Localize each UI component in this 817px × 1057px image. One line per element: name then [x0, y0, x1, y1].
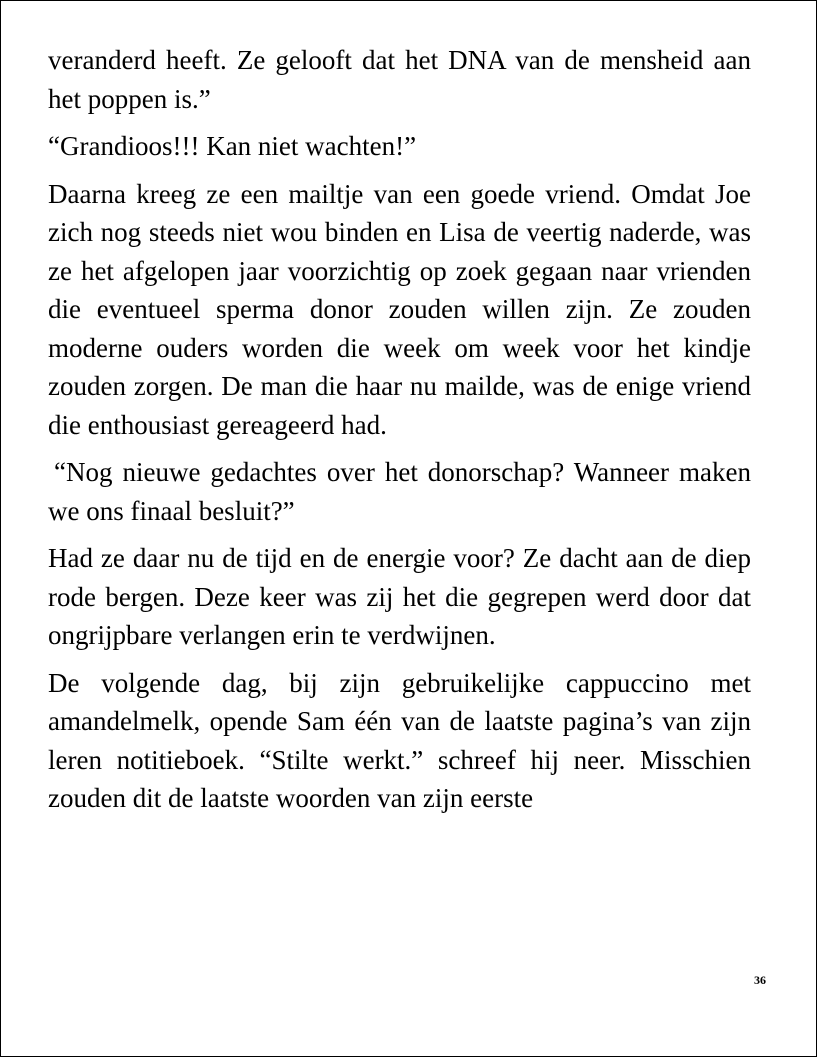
paragraph-1: veranderd heeft. Ze gelooft dat het DNA van de mensheid aan het poppen is.”	[48, 45, 751, 114]
paragraph-2: “Grandioos!!! Kan niet wachten!”	[48, 131, 417, 161]
paragraph-4: “Nog nieuwe gedachtes over het donorschap? Wanneer maken we ons finaal besluit?”	[48, 457, 751, 526]
page-number: 36	[754, 973, 766, 987]
body-text	[48, 41, 751, 827]
paragraph-5: Had ze daar nu de tijd en de energie voor? Ze dacht aan de diep rode bergen. Deze keer was zij het die gegrepen werd door dat ongrijpbare verlangen erin te verdwijnen.	[48, 543, 751, 650]
paragraph-3: Daarna kreeg ze een mailtje van een goede vriend. Omdat Joe zich nog steeds niet wou binden en Lisa de veertig naderde, was ze het afgelopen jaar voorzichtig op zoek gegaan naar vrienden die eventueel sperma donor zouden willen zijn. Ze zouden moderne ouders worden die week om week voor het kindje zouden zorgen. De man die haar nu mailde, was de enige vriend die enthousiast gereageerd had.	[48, 178, 751, 440]
paragraph-6: De volgende dag, bij zijn gebruikelijke cappuccino met amandelmelk, opende Sam één van de laatste pagina’s van zijn leren notitieboek. “Stilte werkt.” schreef hij neer. Misschien zouden dit de laatste woorden van zijn eerste	[48, 667, 751, 813]
